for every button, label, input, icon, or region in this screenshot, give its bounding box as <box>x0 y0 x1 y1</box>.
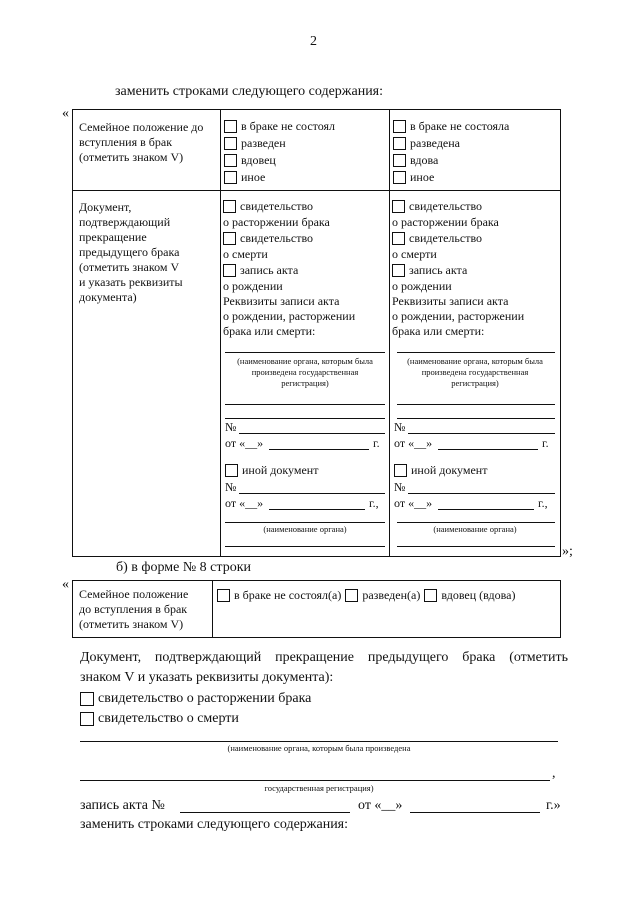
option-divorced[interactable]: разведен(а) <box>362 588 421 602</box>
male-date-label: от «__» <box>225 436 264 450</box>
record-number-label: запись акта № <box>80 798 165 813</box>
checkbox-icon[interactable] <box>392 200 405 213</box>
record-date-field[interactable] <box>410 812 540 813</box>
marital-options-row <box>217 587 515 604</box>
female-document-column: свидетельство о расторжении брака свидетельство о смерти запись акта о рождении Реквизиты записи акта о рождении, расторжении брака или смерти: <box>392 198 554 339</box>
male-other-year-suffix: г., <box>369 496 379 510</box>
checkbox-icon[interactable] <box>223 232 236 245</box>
checkbox-icon[interactable] <box>393 137 406 150</box>
checkbox-icon[interactable] <box>392 264 405 277</box>
checkbox-icon[interactable] <box>224 137 237 150</box>
female-date-label: от «__» <box>394 436 433 450</box>
checkbox-icon[interactable] <box>394 464 407 477</box>
option-single[interactable]: в браке не состоял(а) <box>234 588 342 602</box>
intro-text: заменить строками следующего содержания: <box>115 84 384 99</box>
checkbox-icon[interactable] <box>223 200 236 213</box>
close-quote: »; <box>562 544 573 559</box>
checkbox-icon[interactable] <box>80 712 94 726</box>
male-date-field[interactable] <box>269 449 369 450</box>
male-cert-divorce[interactable]: свидетельство <box>223 198 385 215</box>
male-marital-options <box>224 118 335 186</box>
male-number-field[interactable] <box>239 433 385 434</box>
checkbox-icon[interactable] <box>224 120 237 133</box>
female-organ-field[interactable] <box>397 352 555 353</box>
female-other-year-suffix: г., <box>538 496 548 510</box>
male-document-column: свидетельство о расторжении брака свидетельство о смерти запись акта о рождении Реквизиты записи акта о рождении, расторжении брака или смерти: <box>223 198 385 339</box>
female-option-single[interactable]: в браке не состояла <box>393 118 509 135</box>
checkbox-icon[interactable] <box>224 154 237 167</box>
checkbox-icon[interactable] <box>80 692 94 706</box>
checkbox-icon[interactable] <box>393 171 406 184</box>
male-option-other[interactable]: иное <box>224 169 335 186</box>
female-bottom-line <box>397 546 555 547</box>
male-other-number-label: № <box>225 480 237 494</box>
marital-status-label: Семейное положение до вступления в брак (отметить знаком V) <box>79 120 204 164</box>
male-number-label: № <box>225 420 237 434</box>
document-label: Документ, подтверждающий прекращение предыдущего брака (отметить знаком V и указать реквизиты документа) <box>79 200 183 304</box>
female-birth-record[interactable]: запись акта <box>392 262 554 279</box>
female-date-field[interactable] <box>438 449 538 450</box>
column-divider-2 <box>389 110 390 556</box>
female-organ-field-2[interactable] <box>397 404 555 405</box>
doc-para-line2: знаком V и указать реквизиты документа): <box>80 670 334 685</box>
male-other-organ-note: (наименование органа) <box>263 524 347 534</box>
female-number-label: № <box>394 420 406 434</box>
registration-field[interactable] <box>80 780 550 781</box>
male-other-number-field[interactable] <box>239 493 385 494</box>
female-cert-death[interactable]: свидетельство <box>392 230 554 247</box>
female-other-number-label: № <box>394 480 406 494</box>
female-year-suffix: г. <box>542 436 549 450</box>
male-organ-field-3[interactable] <box>225 418 385 419</box>
male-other-organ-field[interactable] <box>225 522 385 523</box>
checkbox-icon[interactable] <box>424 589 437 602</box>
marital-status-label-2: Семейное положение до вступления в брак (отметить знаком V) <box>79 587 189 631</box>
male-cert-death[interactable]: свидетельство <box>223 230 385 247</box>
male-other-document[interactable]: иной документ <box>225 462 318 479</box>
doc-para-line1: Документ, подтверждающий прекращение предыдущего брака (отметить <box>80 650 568 665</box>
female-other-date-label: от «__» <box>394 496 433 510</box>
female-option-other[interactable]: иное <box>393 169 509 186</box>
registration-note: государственная регистрация) <box>264 783 374 793</box>
female-marital-options <box>393 118 509 186</box>
option-death-certificate[interactable]: свидетельство о смерти <box>80 709 239 729</box>
male-organ-field[interactable] <box>225 352 385 353</box>
open-quote: « <box>62 106 69 121</box>
female-cert-divorce[interactable]: свидетельство <box>392 198 554 215</box>
female-number-field[interactable] <box>408 433 555 434</box>
section-b-heading: б) в форме № 8 строки <box>116 560 251 575</box>
checkbox-icon[interactable] <box>225 464 238 477</box>
female-other-date-field[interactable] <box>438 509 534 510</box>
female-other-number-field[interactable] <box>408 493 555 494</box>
trailing-comma: , <box>552 766 556 781</box>
male-birth-record[interactable]: запись акта <box>223 262 385 279</box>
female-other-organ-field[interactable] <box>397 522 555 523</box>
checkbox-icon[interactable] <box>393 154 406 167</box>
checkbox-icon[interactable] <box>217 589 230 602</box>
male-option-single[interactable]: в браке не состоял <box>224 118 335 135</box>
checkbox-icon[interactable] <box>224 171 237 184</box>
option-divorce-certificate[interactable]: свидетельство о расторжении брака <box>80 689 311 709</box>
column-divider-1 <box>220 110 221 556</box>
record-date-label: от «__» <box>358 798 403 813</box>
checkbox-icon[interactable] <box>393 120 406 133</box>
form-table-1 <box>72 109 561 557</box>
male-organ-note: (наименование органа, которым была произведена государственная регистрация) <box>237 356 373 388</box>
column-divider <box>212 581 213 637</box>
form-table-2 <box>72 580 561 638</box>
female-option-divorced[interactable]: разведена <box>393 135 509 152</box>
record-number-field[interactable] <box>180 812 350 813</box>
female-organ-note: (наименование органа, которым была произведена государственная регистрация) <box>407 356 543 388</box>
open-quote-2: « <box>62 577 69 592</box>
female-other-organ-note: (наименование органа) <box>433 524 517 534</box>
female-organ-field-3[interactable] <box>397 418 555 419</box>
organ-name-note: (наименование органа, которым была произведена <box>227 743 411 753</box>
organ-name-field[interactable] <box>80 741 558 742</box>
option-widowed[interactable]: вдовец (вдова) <box>441 588 516 602</box>
record-year-end: г.» <box>546 798 561 813</box>
female-option-widow[interactable]: вдова <box>393 152 509 169</box>
checkbox-icon[interactable] <box>223 264 236 277</box>
male-organ-field-2[interactable] <box>225 404 385 405</box>
male-other-date-field[interactable] <box>269 509 365 510</box>
closing-text: заменить строками следующего содержания: <box>80 817 349 832</box>
male-other-date-label: от «__» <box>225 496 264 510</box>
checkbox-icon[interactable] <box>345 589 358 602</box>
female-other-document[interactable]: иной документ <box>394 462 487 479</box>
male-bottom-line <box>225 546 385 547</box>
male-option-widower[interactable]: вдовец <box>224 152 335 169</box>
checkbox-icon[interactable] <box>392 232 405 245</box>
male-option-divorced[interactable]: разведен <box>224 135 335 152</box>
page-number: 2 <box>310 34 317 49</box>
male-year-suffix: г. <box>373 436 380 450</box>
